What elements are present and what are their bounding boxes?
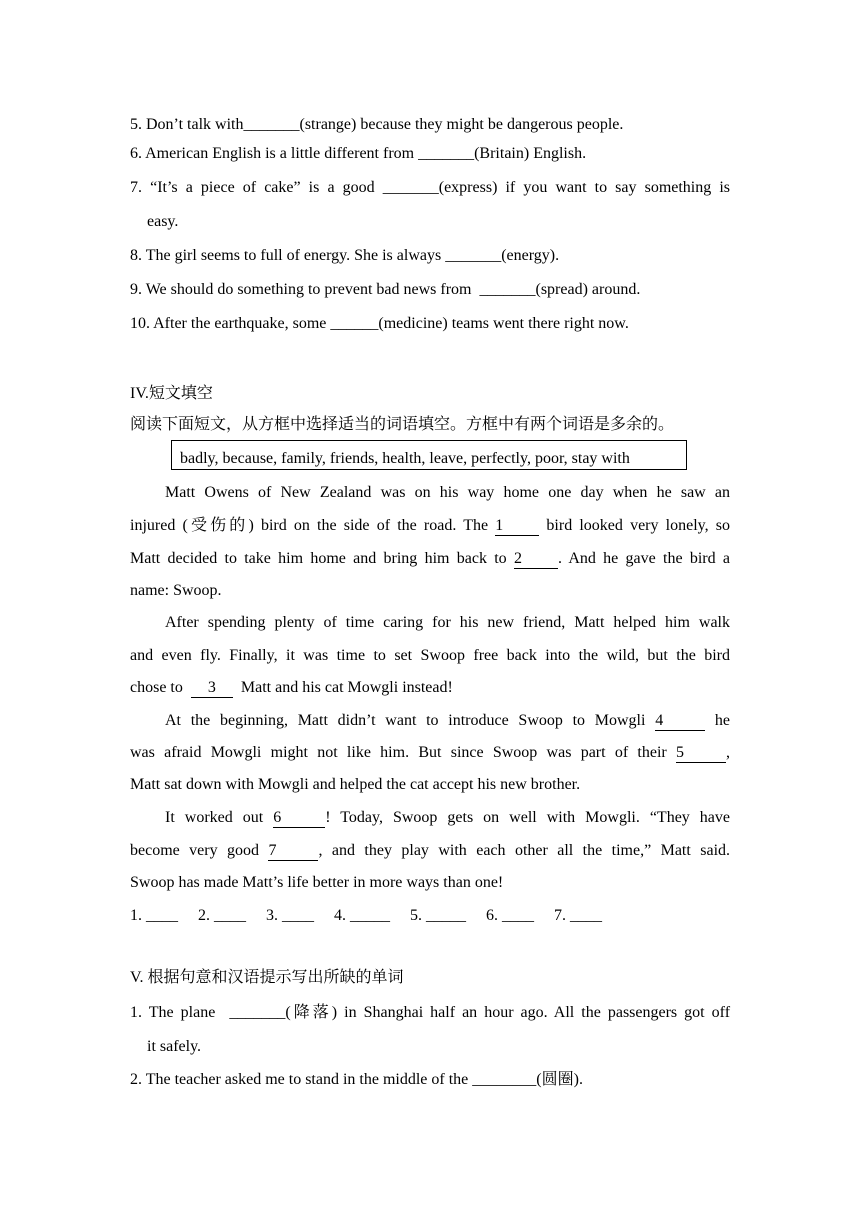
word-box-text: badly, because, family, friends, health, leave, perfectly, poor, stay with <box>180 450 630 467</box>
answer-blank[interactable]: _______ <box>479 281 536 298</box>
answer-blank[interactable]: ______ <box>330 315 379 332</box>
passage-line <box>130 548 730 570</box>
item-number: 5. <box>130 116 142 133</box>
passage-blank-2[interactable]: 2 <box>514 550 558 569</box>
passage-line <box>165 482 730 504</box>
exercise-item-9 <box>130 279 730 301</box>
item-text: (Britain) English. <box>474 145 587 162</box>
answer-slot[interactable]: 7. ____ <box>554 907 602 924</box>
item-text: (medicine) teams went there right now. <box>378 315 629 332</box>
passage-text: Matt decided to take him home and bring him back to <box>130 550 507 567</box>
answer-line <box>130 905 730 927</box>
passage-text: ! Today, Swoop gets on well with Mowgli. “They have <box>325 809 731 826</box>
passage-text: and even fly. Finally, it was time to set Swoop free back into the wild, but the bird <box>130 647 730 664</box>
passage-text: Matt and his cat Mowgli instead! <box>240 679 453 696</box>
exercise-item-7 <box>130 177 730 199</box>
answer-slot[interactable]: 6. ____ <box>486 907 534 924</box>
item-number: 6. <box>130 145 142 162</box>
exercise-v-item-2 <box>130 1069 730 1091</box>
item-text: (降落) in Shanghai half an hour ago. All the passengers got off <box>285 1004 731 1021</box>
passage-line <box>130 872 730 894</box>
word-box <box>171 440 687 470</box>
passage-text: chose to <box>130 679 183 696</box>
passage-line <box>165 612 730 634</box>
passage-line <box>165 710 730 732</box>
passage-line <box>130 580 730 602</box>
exercise-item-8 <box>130 245 730 267</box>
item-number: 1. <box>130 1004 142 1021</box>
item-text: After the earthquake, some <box>153 315 327 332</box>
answer-blank[interactable]: ________ <box>472 1071 537 1088</box>
answer-blank[interactable]: _______ <box>445 247 502 264</box>
passage-text: he <box>714 712 731 729</box>
passage-blank-3[interactable]: 3 <box>191 679 233 698</box>
passage-text: Swoop has made Matt’s life better in more ways than one! <box>130 874 504 891</box>
answer-slot[interactable]: 2. ____ <box>198 907 246 924</box>
passage-line <box>165 807 730 829</box>
passage-text: At the beginning, Matt didn’t want to introduce Swoop to Mowgli <box>165 712 646 729</box>
passage-text: injured (受伤的) bird on the side of the road. The <box>130 517 489 534</box>
item-text: (spread) around. <box>535 281 641 298</box>
item-text: easy. <box>147 213 179 230</box>
item-text: (strange) because they might be dangerous people. <box>299 116 624 133</box>
item-text: The girl seems to full of energy. She is always <box>145 247 442 264</box>
passage-text: , and they play with each other all the time,” Matt said. <box>318 842 731 859</box>
item-text: “It’s a piece of cake” is a good <box>150 179 375 196</box>
passage-text: . And he gave the bird a <box>557 550 731 567</box>
passage-text: , <box>726 744 731 761</box>
passage-blank-7[interactable]: 7 <box>268 842 318 861</box>
item-text: (energy). <box>501 247 560 264</box>
exercise-item-7-continuation <box>147 211 730 233</box>
passage-text: bird looked very lonely, so <box>546 517 731 534</box>
answer-blank[interactable]: _______ <box>418 145 475 162</box>
item-number: 10. <box>130 315 150 332</box>
passage-blank-6[interactable]: 6 <box>273 809 325 828</box>
item-text: (express) if you want to say something is <box>438 179 731 196</box>
passage-text: Matt sat down with Mowgli and helped the cat accept his new brother. <box>130 776 581 793</box>
passage-text: was afraid Mowgli might not like him. But since Swoop was part of their <box>130 744 667 761</box>
section-heading-v: V. 根据句意和汉语提示写出所缺的单词 <box>130 969 404 986</box>
item-text: We should do something to prevent bad news from <box>145 281 472 298</box>
passage-text: After spending plenty of time caring for his new friend, Matt helped him walk <box>165 614 730 631</box>
exercise-item-10 <box>130 313 730 335</box>
answer-blank[interactable]: _______ <box>243 116 300 133</box>
exercise-v-item-1 <box>130 1002 730 1024</box>
exercise-item-5 <box>130 114 730 136</box>
passage-line <box>130 677 730 699</box>
passage-blank-5[interactable]: 5 <box>676 744 726 763</box>
item-text: it safely. <box>147 1038 202 1055</box>
passage-line <box>130 742 730 764</box>
section-instruction: 阅读下面短文，从方框中选择适当的词语填空。方框中有两个词语是多余的。 <box>130 416 675 433</box>
exercise-v-item-1-continuation <box>147 1036 730 1058</box>
exercise-item-6 <box>130 143 730 165</box>
answer-slot[interactable]: 1. ____ <box>130 907 178 924</box>
item-number: 7. <box>130 179 142 196</box>
passage-text: It worked out <box>165 809 264 826</box>
passage-line <box>130 840 730 862</box>
item-text: The teacher asked me to stand in the middle of the <box>145 1071 469 1088</box>
passage-line <box>130 645 730 667</box>
answer-slot[interactable]: 4. _____ <box>334 907 390 924</box>
passage-blank-1[interactable]: 1 <box>495 517 539 536</box>
item-number: 2. <box>130 1071 142 1088</box>
item-number: 9. <box>130 281 142 298</box>
item-text: Don’t talk with <box>146 116 244 133</box>
passage-line <box>130 515 730 537</box>
item-text: (圆圈). <box>536 1071 583 1088</box>
answer-slot[interactable]: 3. ____ <box>266 907 314 924</box>
answer-blank[interactable]: _______ <box>382 179 439 196</box>
section-heading-iv: IV.短文填空 <box>130 385 213 402</box>
passage-blank-4[interactable]: 4 <box>655 712 705 731</box>
answer-blank[interactable]: _______ <box>229 1004 286 1021</box>
item-number: 8. <box>130 247 142 264</box>
item-text: American English is a little different from <box>145 145 415 162</box>
passage-text: become very good <box>130 842 260 859</box>
answer-slot[interactable]: 5. _____ <box>410 907 466 924</box>
passage-line <box>130 774 730 796</box>
passage-text: Matt Owens of New Zealand was on his way home one day when he saw an <box>165 484 730 501</box>
item-text: The plane <box>148 1004 216 1021</box>
passage-text: name: Swoop. <box>130 582 222 599</box>
